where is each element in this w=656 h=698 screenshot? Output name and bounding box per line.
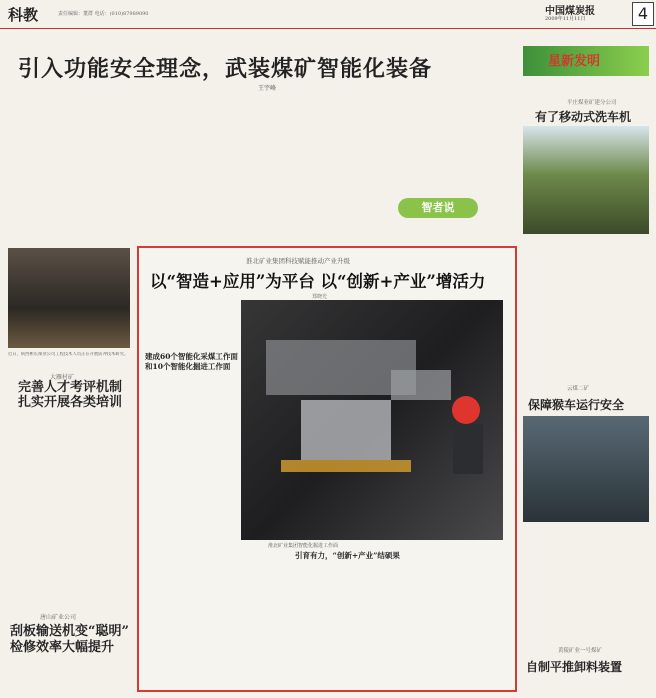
featured-subhead-2: 引育有力，“创新+产业”结硕果 — [295, 551, 400, 560]
top-story-column-5 — [394, 92, 482, 192]
miner-illustration — [241, 300, 503, 540]
featured-mine-photo — [241, 300, 503, 540]
right-story1-source: 平庄煤业矿建分公司 — [567, 100, 617, 106]
car-wash-photo — [523, 126, 649, 234]
featured-source-line: 淮北矿业集团科技赋能推动产业升级 — [246, 257, 350, 265]
story1-source: 大雁村矿 — [50, 374, 75, 381]
featured-headline: 以“智造+应用”为平台 以“创新+产业”增活力 — [150, 272, 486, 291]
featured-body-col3 — [377, 552, 505, 686]
newspaper-name: 中国煤炭报 — [545, 6, 595, 17]
issue-date: 2009年11月11日 — [545, 16, 586, 22]
story2-source: 唐山矿业公司 — [40, 614, 77, 621]
featured-body-col1 — [145, 376, 237, 686]
right-story2-headline: 保障猴车运行安全 — [528, 398, 625, 412]
section-name: 科教 — [8, 6, 39, 24]
top-story-author: 王宇峰 — [258, 85, 277, 92]
right-story3-headline: 自制平推卸料装置 — [526, 660, 623, 674]
right-story1-headline: 有了移动式洗车机 — [535, 110, 632, 124]
featured-author: 郑晓光 — [312, 294, 328, 300]
mine-photo-left-caption: 近日，陕西彬长煤业公司工程技术人员正在开展防冲技术研究。 — [8, 352, 129, 357]
featured-photo-caption: 淮北矿业集团智能化掘进工作面 — [268, 543, 339, 549]
story2-headline: 刮板输送机变“聪明” 检修效率大幅提升 — [10, 624, 129, 655]
mine-photo-left — [8, 248, 130, 348]
monkey-car-photo — [523, 416, 649, 522]
featured-subhead-1: 建成60个智能化采煤工作面和10个智能化掘进工作面 — [145, 352, 238, 371]
right-story3-source: 黄陵矿业一号煤矿 — [558, 648, 603, 654]
right-story2-source: 云煤二矿 — [567, 386, 590, 392]
featured-body-col2 — [245, 552, 373, 686]
top-story-headline: 引入功能安全理念，武装煤矿智能化装备 — [18, 56, 433, 82]
editor-line: 责任编辑：董群 电话：(010)87989090 — [58, 11, 149, 17]
right-story1-body — [523, 238, 649, 358]
wisdom-badge: 智者说 — [398, 198, 478, 218]
page-number: 4 — [632, 2, 654, 26]
new-invention-badge: 星新发明 — [548, 54, 601, 69]
story1-body — [8, 420, 130, 610]
story2-body — [8, 684, 130, 696]
right-story2-body — [523, 528, 649, 633]
story1-headline: 完善人才考评机制 扎实开展各类培训 — [18, 380, 123, 410]
featured-intro — [145, 300, 237, 350]
wisdom-badge-text — [400, 224, 496, 244]
